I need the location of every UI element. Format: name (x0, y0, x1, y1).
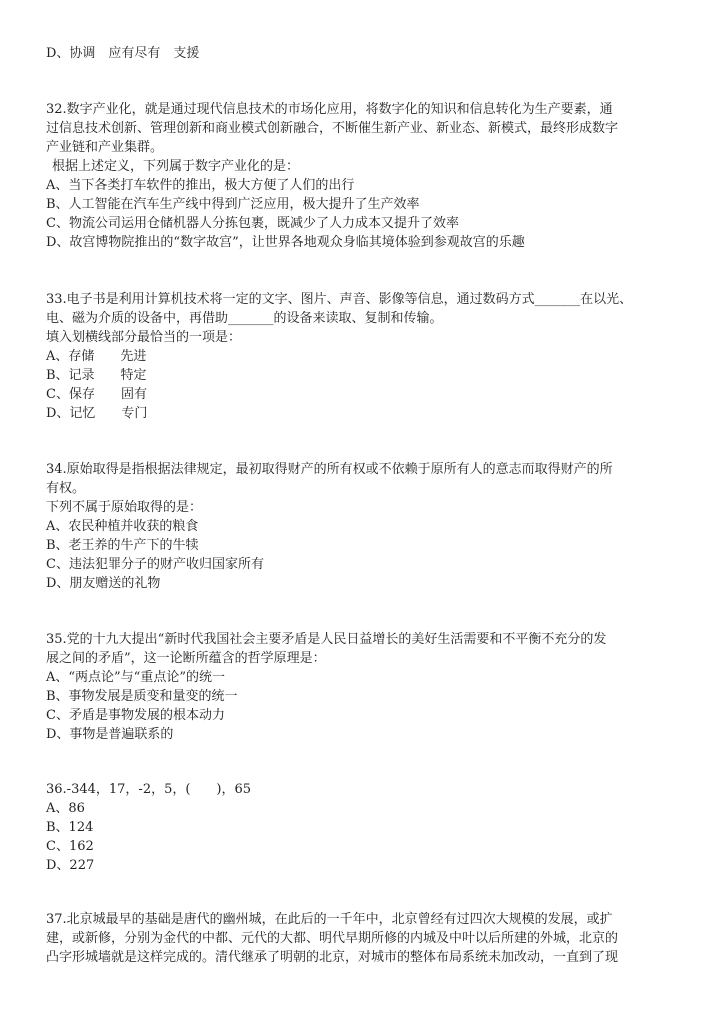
question-35-stem-line-1: 35.党的十九大提出“新时代我国社会主要矛盾是人民日益增长的美好生活需要和不平衡不充分的发 (46, 632, 607, 647)
question-34-stem-line-1: 34.原始取得是指根据法律规定，最初取得财产的所有权或不依赖于原所有人的意志而取得财产的所 (46, 462, 613, 477)
question-35-option-a: A、“两点论”与“重点论”的统一 (46, 670, 225, 685)
question-36-option-a: A、86 (46, 801, 85, 816)
question-33-option-d: D、记忆 专门 (46, 406, 148, 421)
question-33-option-b: B、记录 特定 (46, 368, 147, 383)
question-32-option-d: D、故宫博物院推出的“数字故宫”，让世界各地观众身临其境体验到参观故宫的乐趣 (46, 235, 525, 250)
question-36-stem: 36.-344，17，-2，5，( )，65 (46, 782, 252, 797)
question-35-option-c: C、矛盾是事物发展的根本动力 (46, 708, 225, 723)
question-37-stem-line-2: 建，或新修，分别为金代的中都、元代的大都、明代早期所修的内城及中叶以后所建的外城，北京的 (46, 931, 619, 946)
question-33-prompt: 填入划横线部分最恰当的一项是： (46, 330, 242, 345)
question-36-option-d: D、227 (46, 858, 95, 873)
question-32-option-c: C、物流公司运用仓储机器人分拣包裹，既减少了人力成本又提升了效率 (46, 216, 459, 231)
question-32-stem-line-1: 32.数字产业化，就是通过现代信息技术的市场化应用，将数字化的知识和信息转化为生产要素，通 (46, 102, 613, 117)
question-33-option-c: C、保存 固有 (46, 387, 147, 402)
question-34-option-b: B、老王养的牛产下的牛犊 (46, 538, 199, 553)
question-35-option-d: D、事物是普遍联系的 (46, 727, 174, 742)
question-32-option-a: A、当下各类打车软件的推出，极大方便了人们的出行 (46, 178, 355, 193)
question-33-stem-line-1: 33.电子书是利用计算机技术将一定的文字、图片、声音、影像等信息，通过数码方式_______在以光、 (46, 292, 633, 307)
question-32-option-b: B、人工智能在汽车生产线中得到广泛应用，极大提升了生产效率 (46, 197, 420, 212)
question-32-stem-line-3: 产业链和产业集群。 (46, 140, 164, 155)
question-34-option-a: A、农民种植并收获的粮食 (46, 519, 199, 534)
question-32-prompt: 根据上述定义，下列属于数字产业化的是： (52, 159, 300, 174)
question-35-stem-line-2: 展之间的矛盾”，这一论断所蕴含的哲学原理是： (46, 651, 326, 666)
question-32-stem-line-2: 过信息技术创新、管理创新和商业模式创新融合，不断催生新产业、新业态、新模式，最终形成数字 (46, 121, 619, 136)
question-34-prompt: 下列不属于原始取得的是： (46, 500, 203, 515)
question-36-option-c: C、162 (46, 839, 94, 854)
question-37-stem-line-1: 37.北京城最早的基础是唐代的幽州城，在此后的一千年中，北京曾经有过四次大规模的发展，或扩 (46, 912, 613, 927)
question-34-stem-line-2: 有权。 (46, 481, 86, 496)
question-33-option-a: A、存储 先进 (46, 349, 147, 364)
question-33-stem-line-2: 电、磁为介质的设备中，再借助_______的设备来读取、复制和传输。 (46, 311, 443, 326)
prev-question-option-d: D、协调 应有尽有 支援 (46, 46, 200, 61)
question-36-option-b: B、124 (46, 820, 94, 835)
question-35-option-b: B、事物发展是质变和量变的统一 (46, 689, 238, 704)
question-37-stem-line-3: 凸字形城墙就是这样完成的。清代继承了明朝的北京，对城市的整体布局系统未加改动，一直到了现 (46, 950, 619, 965)
question-34-option-c: C、违法犯罪分子的财产收归国家所有 (46, 557, 264, 572)
question-34-option-d: D、朋友赠送的礼物 (46, 576, 161, 591)
